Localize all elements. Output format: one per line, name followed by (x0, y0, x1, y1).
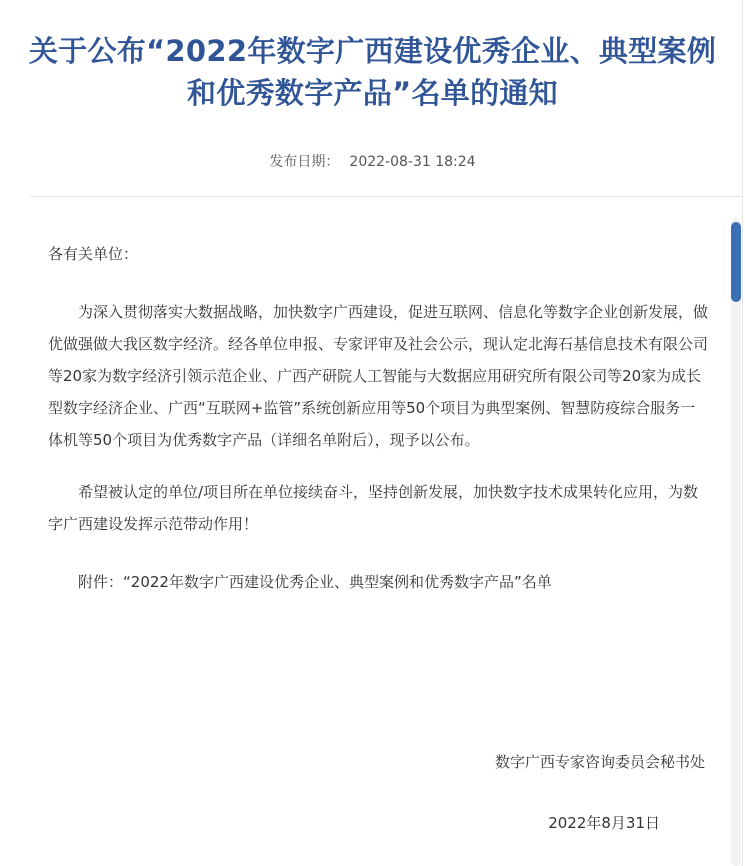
publish-date-label: 发布日期： (269, 154, 340, 170)
publish-date-value: 2022-08-31 18:24 (349, 154, 476, 170)
signature-date: 2022年8月31日 (548, 814, 660, 832)
publish-info (0, 152, 745, 172)
scrollbar-track[interactable] (731, 218, 741, 866)
body-paragraph: 为深入贯彻落实大数据战略，加快数字广西建设，促进互联网、信息化等数字企业创新发展，做优做强做大我区数字经济。经各单位申报、专家评审及社会公示，现认定北海石基信息技术有限公司等20家为数字经济引领示范企业、广西产研院人工智能与大数据应用研究所有限公司等20家为成长型数字经济企业、广西“互联网+监管”系统创新应用等50个项目为典型案例、智慧防疫综合服务一体机等50个项目为优秀数字产品（详细名单附后），现予以公布。 (48, 303, 709, 449)
signature: 数字广西专家咨询委员会秘书处 (494, 753, 705, 771)
salutation: 各有关单位： (48, 245, 139, 263)
article-header (0, 0, 745, 196)
article-title: 关于公布“2022年数字广西建设优秀企业、典型案例和优秀数字产品”名单的通知 (28, 34, 717, 110)
scrollbar-thumb[interactable] (731, 222, 741, 302)
attachment-link[interactable]: 附件：“2022年数字广西建设优秀企业、典型案例和优秀数字产品”名单 (78, 573, 552, 591)
header-divider (30, 196, 742, 197)
body-paragraph: 希望被认定的单位/项目所在单位接续奋斗，坚持创新发展，加快数字技术成果转化应用，为数字广西建设发挥示范带动作用！ (48, 483, 699, 533)
